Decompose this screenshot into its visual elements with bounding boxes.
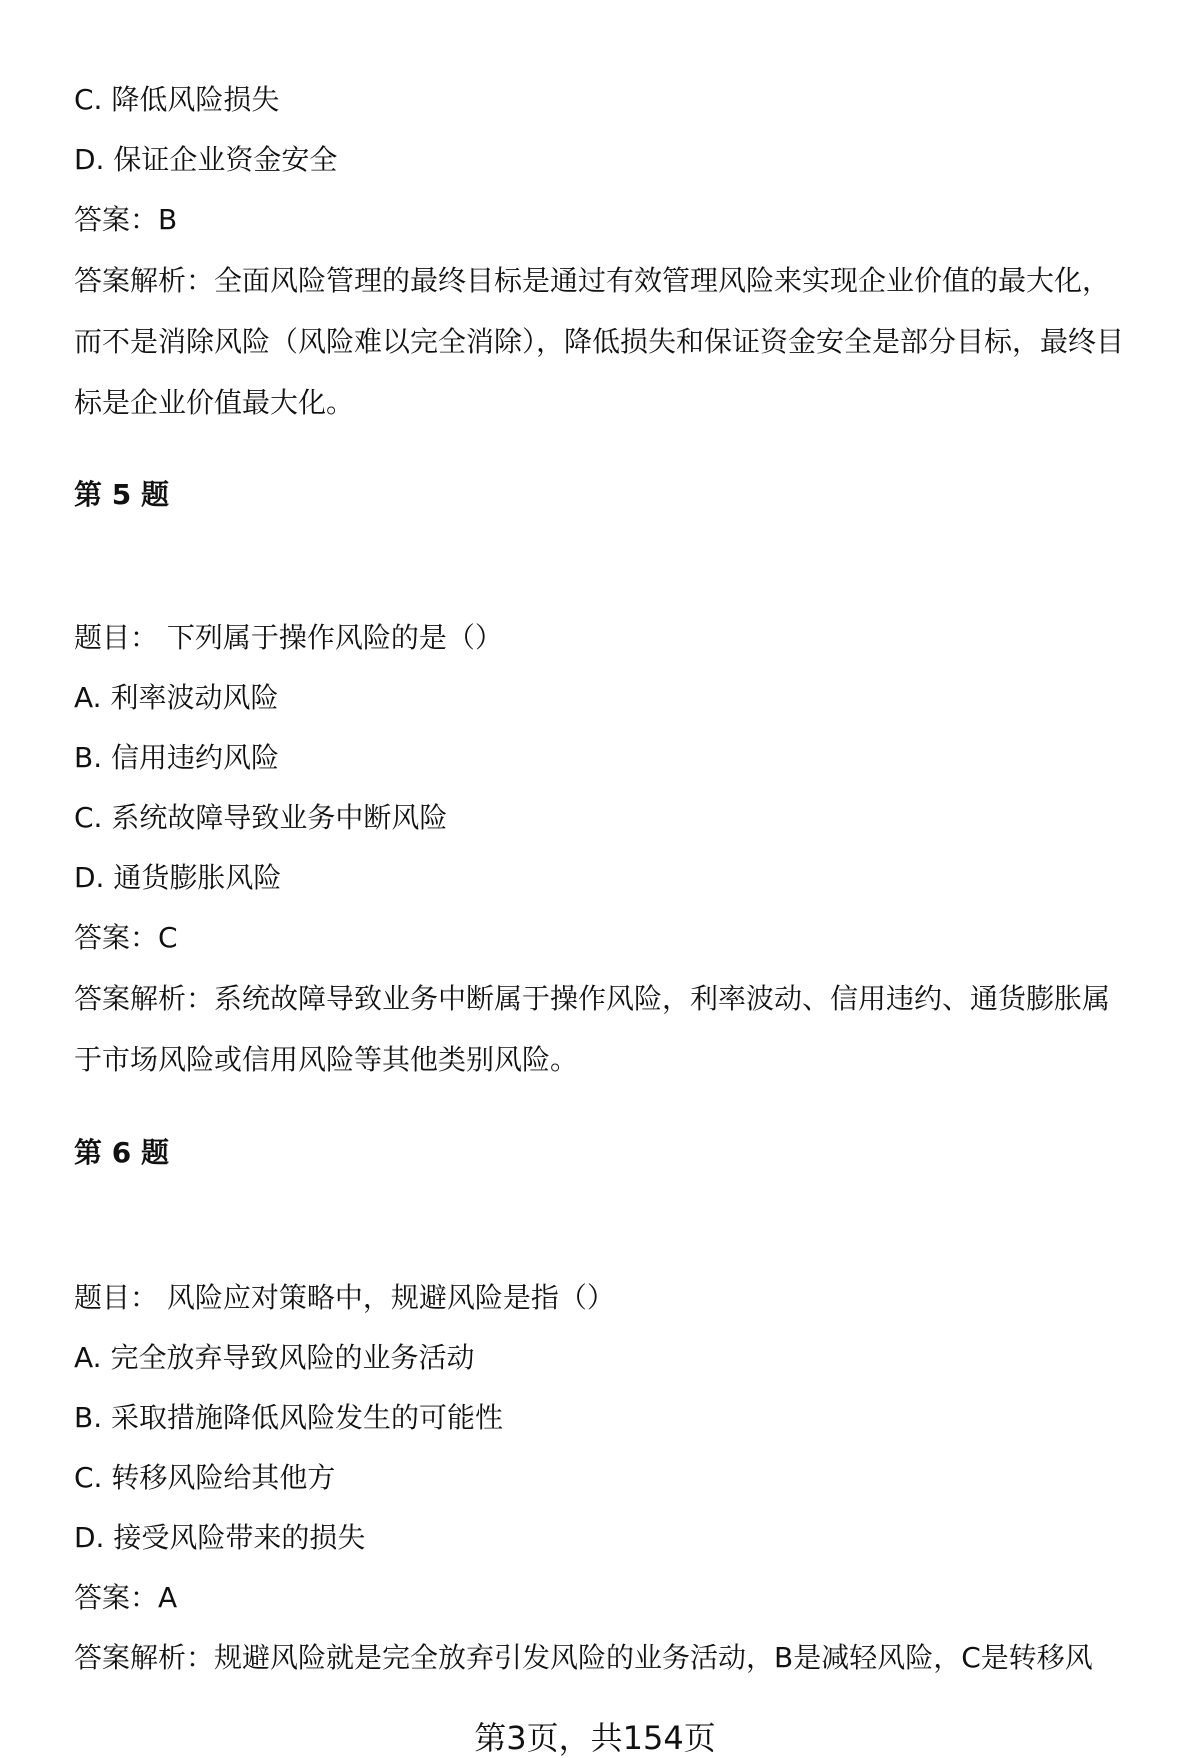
question-5-answer: 答案：C	[74, 921, 178, 954]
question-5-stem: 题目： 下列属于操作风险的是（）	[74, 621, 503, 654]
question-5-option-c: C. 系统故障导致业务中断风险	[74, 801, 448, 834]
question-6-stem: 题目： 风险应对策略中，规避风险是指（）	[74, 1281, 615, 1314]
question-5-explanation: 答案解析：系统故障导致业务中断属于操作风险，利率波动、信用违约、通货膨胀属于市场风险或信用风险等其他类别风险。	[74, 982, 1111, 1076]
question-6-heading: 第 6 题	[74, 1136, 169, 1169]
question-6-explanation: 答案解析：规避风险就是完全放弃引发风险的业务活动，B是减轻风险，C是转移风	[74, 1641, 1093, 1674]
q4-option-c: C. 降低风险损失	[74, 83, 280, 116]
q4-option-d: D. 保证企业资金安全	[74, 143, 338, 176]
q4-answer: 答案：B	[74, 203, 178, 236]
question-5-option-d: D. 通货膨胀风险	[74, 861, 282, 894]
question-6-answer: 答案：A	[74, 1581, 178, 1614]
question-6-option-c: C. 转移风险给其他方	[74, 1461, 336, 1494]
q4-explanation: 答案解析：全面风险管理的最终目标是通过有效管理风险来实现企业价值的最大化，而不是消除风险（风险难以完全消除），降低损失和保证资金安全是部分目标，最终目标是企业价值最大化。	[74, 264, 1125, 419]
question-5-option-b: B. 信用违约风险	[74, 741, 280, 774]
question-6-option-b: B. 采取措施降低风险发生的可能性	[74, 1401, 504, 1434]
question-6-option-a: A. 完全放弃导致风险的业务活动	[74, 1341, 475, 1374]
page-number-footer: 第3页，共154页	[474, 1719, 716, 1757]
question-6-option-d: D. 接受风险带来的损失	[74, 1521, 366, 1554]
question-5-heading: 第 5 题	[74, 478, 169, 511]
question-5-option-a: A. 利率波动风险	[74, 681, 279, 714]
